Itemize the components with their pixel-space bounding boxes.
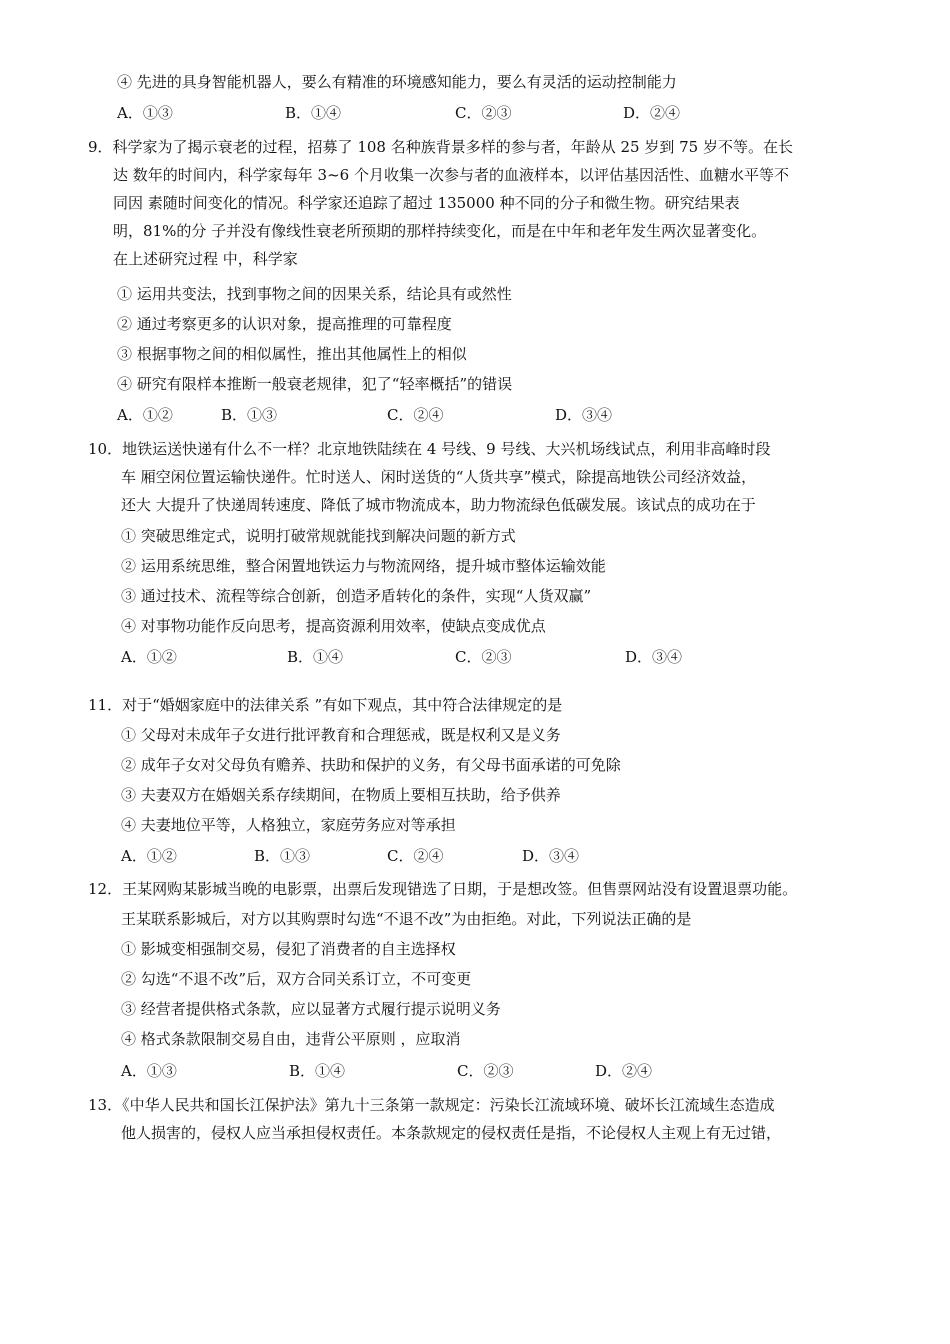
q13-stem-line-2: 他人损害的，侵权人应当承担侵权责任。本条款规定的侵权责任是指，不论侵权人主观上有无过错， xyxy=(121,1124,782,1142)
q13-stem-line-1: 13．《中华人民共和国长江保护法》第九十三条第一款规定：污染长江流域环境、破坏长江流域生态造成 xyxy=(88,1096,775,1114)
q9-item-1: ① 运用共变法，找到事物之间的因果关系，结论具有或然性 xyxy=(117,285,512,303)
q8-option-a: A．①③ xyxy=(117,104,173,122)
q10-stem-line-2: 车 厢空闲位置运输快递件。忙时送人、闲时送货的“人货共享”模式，除提高地铁公司经济效益， xyxy=(121,468,757,486)
q9-stem-line-3: 同因 素随时间变化的情况。科学家还追踪了超过 135000 种不同的分子和微生物。研究结果表 xyxy=(113,194,740,212)
q9-stem-line-1: 9．科学家为了揭示衰老的过程，招募了 108 名种族背景多样的参与者，年龄从 25 岁到 75 岁不等。在长 xyxy=(88,138,793,156)
q10-stem-line-3: 还大 大提升了快递周转速度、降低了城市物流成本，助力物流绿色低碳发展。该试点的成功在于 xyxy=(121,496,756,514)
q10-item-1: ① 突破思维定式，说明打破常规就能找到解决问题的新方式 xyxy=(121,527,516,545)
q10-item-4: ④ 对事物功能作反向思考，提高资源利用效率，使缺点变成优点 xyxy=(121,617,546,635)
q12-option-a: A．①③ xyxy=(121,1062,177,1080)
q11-stem-line-1: 11．对于“婚姻家庭中的法律关系 ”有如下观点，其中符合法律规定的是 xyxy=(88,696,563,714)
q8-option-b: B．①④ xyxy=(285,104,342,122)
q10-option-a: A．①② xyxy=(121,648,177,666)
q11-option-c: C．②④ xyxy=(387,847,444,865)
q9-option-a: A．①② xyxy=(117,406,173,424)
q10-item-2: ② 运用系统思维，整合闲置地铁运力与物流网络，提升城市整体运输效能 xyxy=(121,557,606,575)
q12-item-1: ① 影城变相强制交易，侵犯了消费者的自主选择权 xyxy=(121,940,456,958)
q11-item-2: ② 成年子女对父母负有赡养、扶助和保护的义务，有父母书面承诺的可免除 xyxy=(121,756,621,774)
q9-item-3: ③ 根据事物之间的相似属性，推出其他属性上的相似 xyxy=(117,345,467,363)
q11-option-d: D．③④ xyxy=(522,847,580,865)
q11-item-3: ③ 夫妻双方在婚姻关系存续期间，在物质上要相互扶助，给予供养 xyxy=(121,786,561,804)
q10-option-b: B．①④ xyxy=(287,648,344,666)
q12-item-3: ③ 经营者提供格式条款，应以显著方式履行提示说明义务 xyxy=(121,1000,501,1018)
q8-item-4: ④ 先进的具身智能机器人，要么有精准的环境感知能力，要么有灵活的运动控制能力 xyxy=(117,73,677,91)
q9-stem-line-2: 达 数年的时间内，科学家每年 3~6 个月收集一次参与者的血液样本，以评估基因活性、血糖水平等不 xyxy=(113,166,789,184)
q12-option-b: B．①④ xyxy=(289,1062,346,1080)
q12-option-c: C．②③ xyxy=(457,1062,514,1080)
q10-option-c: C．②③ xyxy=(455,648,512,666)
q9-stem-line-4: 明，81%的分 子并没有像线性衰老所预期的那样持续变化，而是在中年和老年发生两次显著变化。 xyxy=(113,222,767,240)
q9-item-4: ④ 研究有限样本推断一般衰老规律，犯了“轻率概括”的错误 xyxy=(117,375,513,393)
q12-stem-line-1: 12．王某网购某影城当晚的电影票，出票后发现错选了日期，于是想改签。但售票网站没有设置退票功能。 xyxy=(88,880,798,898)
q12-option-d: D．②④ xyxy=(595,1062,653,1080)
q11-item-1: ① 父母对未成年子女进行批评教育和合理惩戒，既是权利又是义务 xyxy=(121,726,561,744)
q10-stem-line-1: 10．地铁运送快递有什么不一样？北京地铁陆续在 4 号线、9 号线、大兴机场线试点，利用非高峰时段 xyxy=(88,440,771,458)
q9-option-d: D．③④ xyxy=(555,406,613,424)
q9-item-2: ② 通过考察更多的认识对象，提高推理的可靠程度 xyxy=(117,315,452,333)
q10-option-d: D．③④ xyxy=(625,648,683,666)
q11-option-a: A．①② xyxy=(121,847,177,865)
q8-option-c: C．②③ xyxy=(455,104,512,122)
q12-stem-line-2: 王某联系影城后，对方以其购票时勾选“不退不改”为由拒绝。对此，下列说法正确的是 xyxy=(121,910,692,928)
q10-item-3: ③ 通过技术、流程等综合创新，创造矛盾转化的条件，实现“人货双赢” xyxy=(121,587,592,605)
q9-stem-line-5: 在上述研究过程 中，科学家 xyxy=(113,250,298,268)
q9-option-b: B．①③ xyxy=(221,406,278,424)
q12-item-2: ② 勾选“不退不改”后，双方合同关系订立，不可变更 xyxy=(121,970,472,988)
q9-option-c: C．②④ xyxy=(387,406,444,424)
q8-option-d: D．②④ xyxy=(623,104,681,122)
q11-item-4: ④ 夫妻地位平等，人格独立，家庭劳务应对等承担 xyxy=(121,816,456,834)
q11-option-b: B．①③ xyxy=(254,847,311,865)
q12-item-4: ④ 格式条款限制交易自由，违背公平原则 ，应取消 xyxy=(121,1030,461,1048)
